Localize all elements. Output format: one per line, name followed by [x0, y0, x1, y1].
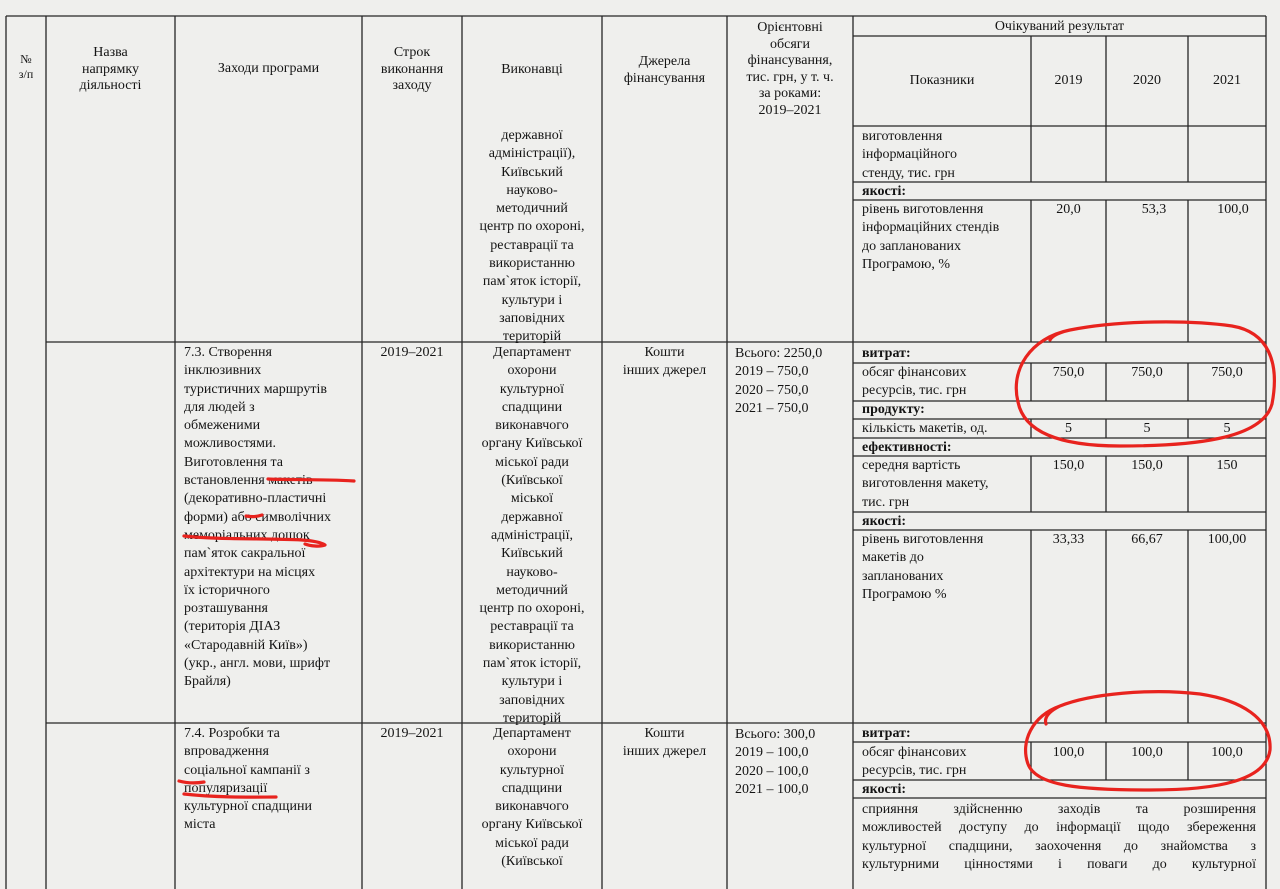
cost-2020-7-4: 100,0 [1131, 745, 1163, 760]
volume-7-4: Всього: 300,0 2019 – 100,0 2020 – 100,0 2021 – 100,0 [735, 727, 816, 797]
header-number: № з/п [18, 52, 34, 81]
header-direction: Назва напрямку діяльності [79, 45, 142, 93]
quality-text-line-2: можливостей доступу до інформації щодо збереження [862, 820, 1256, 835]
header-indicators: Показники [909, 73, 975, 88]
cost-2020-7-3: 750,0 [1131, 365, 1163, 380]
cost-label-7-3: витрат: [862, 346, 911, 361]
product-2021-7-3: 5 [1223, 421, 1231, 436]
cont-value-2019: 20,0 [1056, 202, 1081, 217]
header-term: Строк виконання заходу [380, 45, 444, 93]
efficiency-label-7-3: ефективності: [862, 440, 952, 455]
circle-annotation-7-3 [1016, 322, 1274, 446]
header-expected-result: Очікуваний результат [994, 19, 1125, 34]
underline-memorialnykh-doshok [184, 536, 325, 546]
quality-text-line-4: культурними цінностями і поваги до культурної [862, 857, 1256, 872]
underline-sotsialnoi [179, 781, 204, 783]
quality-text-7-3: рівень виготовлення макетів до запланованих Програмою % [862, 532, 984, 602]
quality-text-line-1: сприяння здійсненню заходів та розширення [862, 802, 1256, 817]
circle-annotation-7-4 [1026, 692, 1271, 790]
efficiency-2019-7-3: 150,0 [1052, 458, 1085, 473]
efficiency-text-7-3: середня вартість виготовлення макету, тис. грн [862, 458, 989, 510]
efficiency-2021-7-3: 150 [1216, 458, 1238, 473]
term-7-4: 2019–2021 [380, 726, 444, 741]
cont-quality-text: рівень виготовлення інформаційних стендів до запланованих Програмою, % [862, 202, 1000, 272]
cost-text-7-4: обсяг фінансових ресурсів, тис. грн [862, 745, 967, 779]
cont-executors: державної адміністрації), Київський науково- методичний центр по охороні, реставрації та використанню пам`яток історії, культури і заповідних територій [479, 128, 585, 345]
header-sources: Джерела фінансування [623, 54, 706, 86]
product-label-7-3: продукту: [862, 402, 925, 417]
measure-7-3: 7.3. Створення інклюзивних туристичних маршрутів для людей з обмеженими можливостями. Виготовлення та встановлення макетів (декоративно-пластичні форми) або символічних меморіальних дошок пам`яток сакральної архітектури на місцях їх історичного розташування (територія ДІАЗ «Стародавній Київ») (укр., англ. мови, шрифт Брайля) [184, 345, 332, 690]
measure-7-4: 7.4. Розробки та впровадження соціальної кампанії з популяризації культурної спадщини міста [184, 726, 312, 833]
header-measures: Заходи програми [217, 61, 320, 76]
quality-label-7-3: якості: [862, 514, 907, 529]
quality-text-line-3: культурної спадщини, заохочення до знайомства з [862, 839, 1256, 854]
cont-indicator-text: виготовлення інформаційного стенду, тис. грн [862, 129, 957, 181]
product-2019-7-3: 5 [1065, 421, 1072, 436]
quality-2021-7-3: 100,00 [1207, 532, 1247, 547]
product-2020-7-3: 5 [1143, 421, 1151, 436]
efficiency-2020-7-3: 150,0 [1131, 458, 1163, 473]
header-year-2021: 2021 [1213, 73, 1241, 88]
underline-abo [246, 515, 262, 517]
cost-2019-7-3: 750,0 [1052, 365, 1085, 380]
product-text-7-3: кількість макетів, од. [862, 421, 988, 436]
cost-text-7-3: обсяг фінансових ресурсів, тис. грн [862, 365, 967, 399]
source-7-4: Кошти інших джерел [622, 726, 707, 760]
quality-2019-7-3: 33,33 [1052, 532, 1085, 547]
header-executors: Виконавці [501, 62, 563, 77]
cont-value-2020: 53,3 [1141, 202, 1167, 217]
header-year-2020: 2020 [1133, 73, 1161, 88]
volume-7-3: Всього: 2250,0 2019 – 750,0 2020 – 750,0 2021 – 750,0 [735, 346, 823, 416]
underline-populiaryzatsii [184, 794, 276, 797]
cost-2021-7-3: 750,0 [1211, 365, 1243, 380]
cost-2019-7-4: 100,0 [1052, 745, 1085, 760]
executors-7-4: Департамент охорони культурної спадщини виконавчого органу Київської міської ради (Київської [481, 726, 583, 870]
header-volume: Орієнтовні обсяги фінансування, тис. грн, у т. ч. за роками: 2019–2021 [746, 20, 834, 118]
underline-maketiv [268, 479, 354, 481]
header-year-2019: 2019 [1054, 73, 1083, 88]
quality-2020-7-3: 66,67 [1131, 532, 1163, 547]
quality-label-7-4: якості: [862, 782, 907, 797]
cost-label-7-4: витрат: [862, 726, 911, 741]
cost-2021-7-4: 100,0 [1211, 745, 1243, 760]
executors-7-3: Департамент охорони культурної спадщини виконавчого органу Київської міської ради (Київської міської державної адміністрації, Київський науково- методичний центр по охороні, реставрації та використанню пам`яток історії, культури і заповідних територій [479, 345, 585, 726]
term-7-3: 2019–2021 [380, 345, 444, 360]
cont-quality-label: якості: [862, 184, 907, 199]
cont-value-2021: 100,0 [1217, 202, 1249, 217]
source-7-3: Кошти інших джерел [622, 345, 707, 379]
